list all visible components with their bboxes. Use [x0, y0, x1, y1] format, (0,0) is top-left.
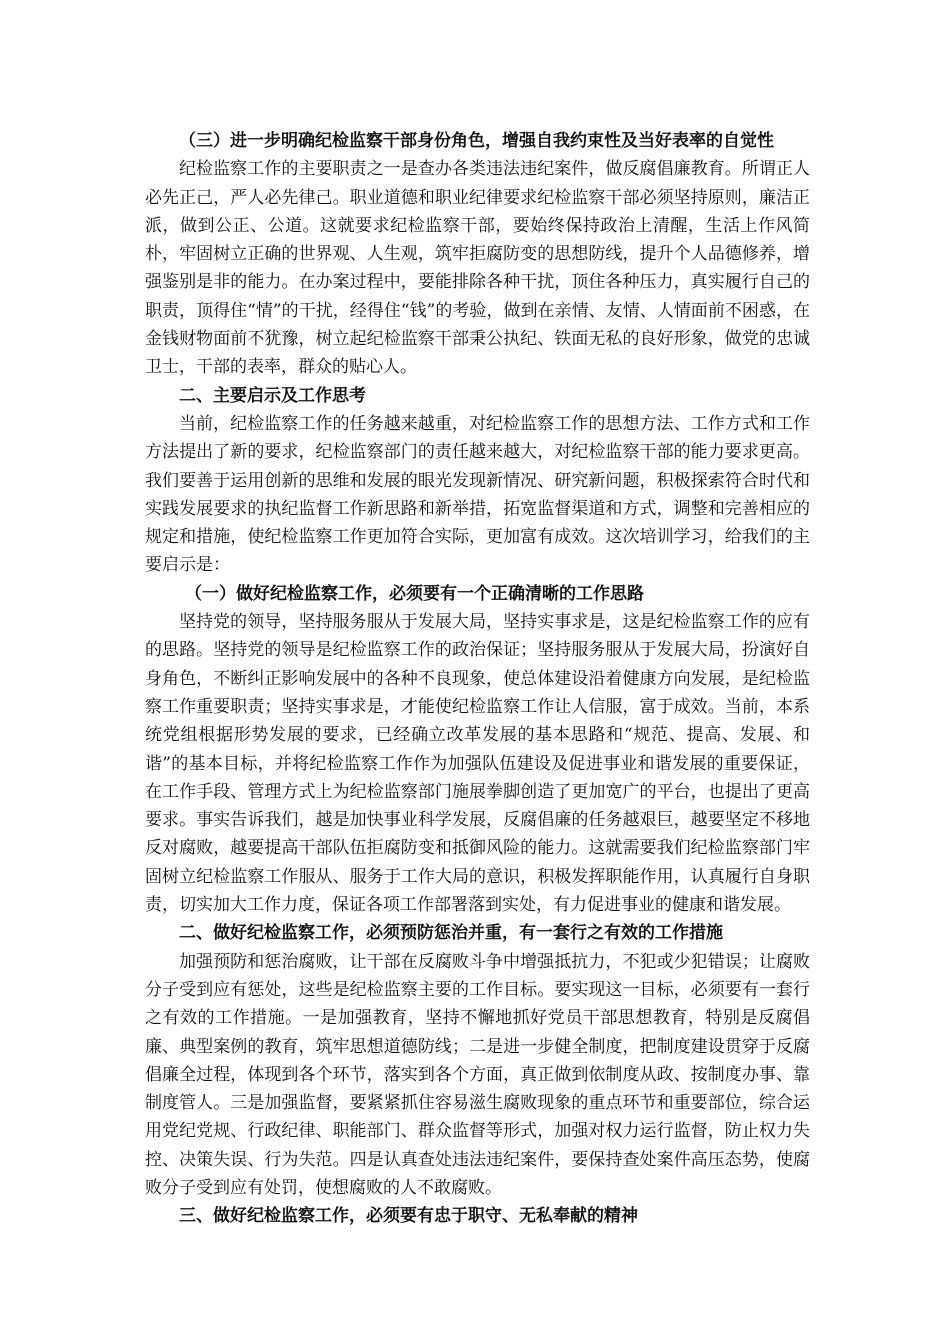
paragraph: 当前，纪检监察工作的任务越来越重，对纪检监察工作的思想方法、工作方式和工作方法提出了新的要求，纪检监察部门的责任越来越大，对纪检监察干部的能力要求更高。我们要善于运用创新的思维和发展的眼光发现新情况、研究新问题，积极探索符合时代和实践发展要求的执纪监督工作新思路和新举措，拓宽监督渠道和方式，调整和完善相应的规定和措施，使纪检监察工作更加符合实际，更加富有成效。这次培训学习，给我们的主要启示是：: [145, 413, 810, 576]
subsection-heading-3: 三、做好纪检监察工作，必须要有忠于职守、无私奉献的精神: [179, 1206, 638, 1227]
paragraph: 纪检监察工作的主要职责之一是查办各类违法违纪案件，做反腐倡廉教育。所谓正人必先正己，严人必先律己。职业道德和职业纪律要求纪检监察干部必须坚持原则，廉洁正派，做到公正、公道。这就要求纪检监察干部，要始终保持政治上清醒，生活上作风简朴，牢固树立正确的世界观、人生观，筑牢拒腐防变的思想防线，提升个人品德修养，增强鉴别是非的能力。在办案过程中，要能排除各种干扰，顶住各种压力，真实履行自己的职责，顶得住“情”的干扰，经得住“钱”的考验，做到在亲情、友情、人情面前不困惑，在金钱财物面前不犹豫，树立起纪检监察干部秉公执纪、铁面无私的良好形象，做党的忠诚卫士，干部的表率，群众的贴心人。: [145, 159, 810, 378]
paragraph: 坚持党的领导，坚持服务服从于发展大局，坚持实事求是，这是纪检监察工作的应有的思路。坚持党的领导是纪检监察工作的政治保证；坚持服务服从于发展大局，扮演好自身角色，不断纠正影响发展中的各种不良现象，使总体建设沿着健康方向发展，是纪检监察工作重要职责；坚持实事求是，才能使纪检监察工作让人信服，富于成效。当前，本系统党组根据形势发展的要求，已经确立改革发展的基本思路和“规范、提高、发展、和谐”的基本目标，并将纪检监察工作作为加强队伍建设及促进事业和谐发展的重要保证，在工作手段、管理方式上为纪检监察部门施展拳脚创造了更加宽广的平台，也提出了更高要求。事实告诉我们，越是加快事业科学发展，反腐倡廉的任务越艰巨，越要坚定不移地反对腐败，越要提高干部队伍拒腐防变和抵御风险的能力。这就需要我们纪检监察部门牢固树立纪检监察工作服从、服务于工作大局的意识，积极发挥职能作用，认真履行自身职责，切实加大工作力度，保证各项工作部署落到实处，有力促进事业的健康和谐发展。: [145, 612, 810, 916]
subsection-heading-2: 二、做好纪检监察工作，必须预防惩治并重，有一套行之有效的工作措施: [179, 923, 723, 944]
subsection-heading-1: （一）做好纪检监察工作，必须要有一个正确清晰的工作思路: [185, 583, 644, 604]
section-heading-3: （三）进一步明确纪检监察干部身份角色，增强自我约束性及当好表率的自觉性: [179, 131, 774, 151]
document-page: [145, 127, 810, 1231]
section-heading-2: 二、主要启示及工作思考: [179, 385, 366, 406]
paragraph: 加强预防和惩治腐败，让干部在反腐败斗争中增强抵抗力，不犯或少犯错误；让腐败分子受到应有惩处，这些是纪检监察主要的工作目标。要实现这一目标，必须要有一套行之有效的工作措施。一是加强教育，坚持不懈地抓好党员干部思想教育，特别是反腐倡廉、典型案例的教育，筑牢思想道德防线；二是进一步健全制度，把制度建设贯穿于反腐倡廉全过程，体现到各个环节，落实到各个方面，真正做到依制度从政、按制度办事、靠制度管人。三是加强监督，要紧紧抓住容易滋生腐败现象的重点环节和重要部位，综合运用党纪党规、行政纪律、职能部门、群众监督等形式，加强对权力运行监督，防止权力失控、决策失误、行为失范。四是认真查处违法违纪案件，要保持查处案件高压态势，使腐败分子受到应有处罚，使想腐败的人不敢腐败。: [145, 951, 810, 1198]
